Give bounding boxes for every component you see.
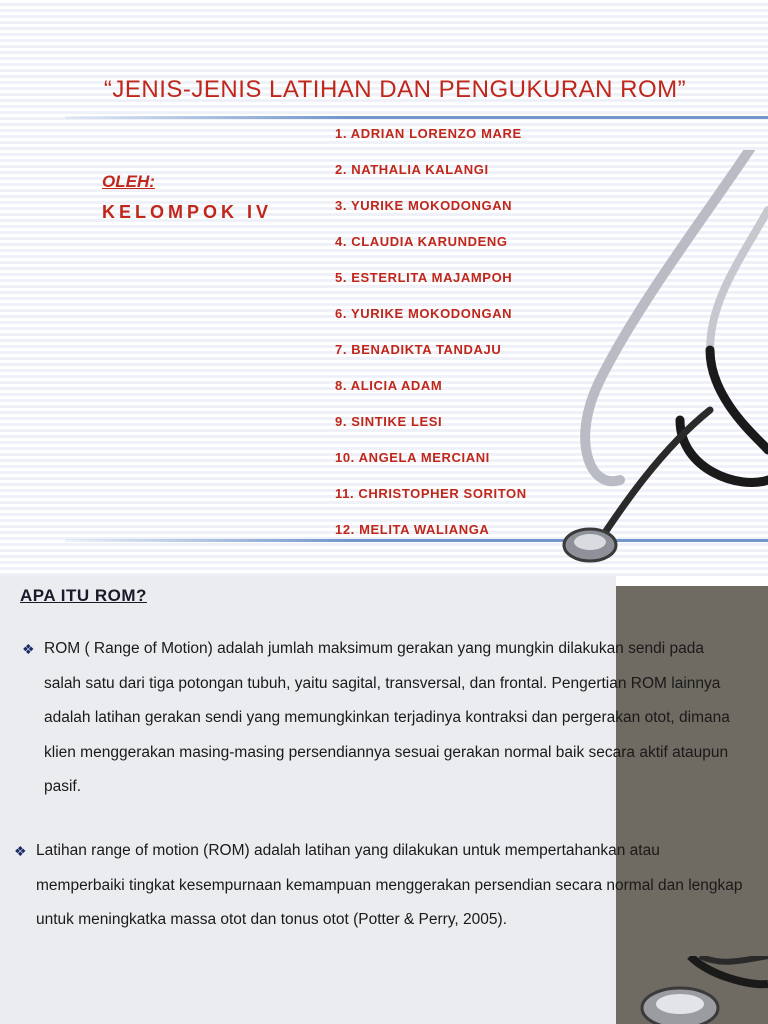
- diamond-bullet-icon: ❖: [14, 843, 27, 859]
- paragraph-rom-exercise: [14, 834, 746, 938]
- member-item: 2. NATHALIA KALANGI: [335, 162, 489, 177]
- paragraph-text: ROM ( Range of Motion) adalah jumlah maksimum gerakan yang mungkin dilakukan sendi pada salah satu dari tiga potongan tubuh, yaitu sagital, transversal, dan frontal. Pengertian ROM lainnya adalah latihan gerakan sendi yang memungkinkan terjadinya kontraksi dan pergerakan otot, dimana klien menggerakan masing-masing persendiannya sesuai gerakan normal baik secara aktif ataupun pasif.: [44, 640, 730, 795]
- paragraph-text: Latihan range of motion (ROM) adalah latihan yang dilakukan untuk mempertahankan atau memperbaiki tingkat kesempurnaan kemampuan menggerakan persendian secara normal dan lengkap untuk meningkatka massa otot dan tonus otot (Potter & Perry, 2005).: [36, 842, 743, 928]
- member-item: 11. CHRISTOPHER SORITON: [335, 486, 527, 501]
- stethoscope-chestpiece-icon: [600, 956, 768, 1024]
- member-item: 6. YURIKE MOKODONGAN: [335, 306, 513, 321]
- slide-title-text: “JENIS-JENIS LATIHAN DAN PENGUKURAN ROM”: [103, 76, 687, 103]
- member-item: 3. YURIKE MOKODONGAN: [335, 198, 513, 213]
- member-item: 10. ANGELA MERCIANI: [335, 450, 490, 465]
- oleh-label: OLEH:: [102, 172, 155, 191]
- slide-definition: [0, 576, 768, 1024]
- diamond-bullet-icon: ❖: [22, 641, 35, 657]
- member-item: 4. CLAUDIA KARUNDENG: [335, 234, 508, 249]
- member-item: 9. SINTIKE LESI: [335, 414, 443, 429]
- member-item: 1. ADRIAN LORENZO MARE: [335, 126, 522, 141]
- title-rule-top: [65, 116, 768, 119]
- member-item: 12. MELITA WALIANGA: [335, 522, 490, 537]
- section-heading: APA ITU ROM?: [20, 586, 147, 605]
- member-item: 8. ALICIA ADAM: [335, 378, 443, 393]
- member-list: [335, 126, 527, 558]
- member-item: 5. ESTERLITA MAJAMPOH: [335, 270, 513, 285]
- panel-top-strip: [616, 576, 768, 586]
- paragraph-rom-definition: [22, 632, 734, 805]
- group-name: KELOMPOK IV: [102, 202, 273, 222]
- stethoscope-icon: [560, 150, 768, 576]
- member-item: 7. BENADIKTA TANDAJU: [335, 342, 502, 357]
